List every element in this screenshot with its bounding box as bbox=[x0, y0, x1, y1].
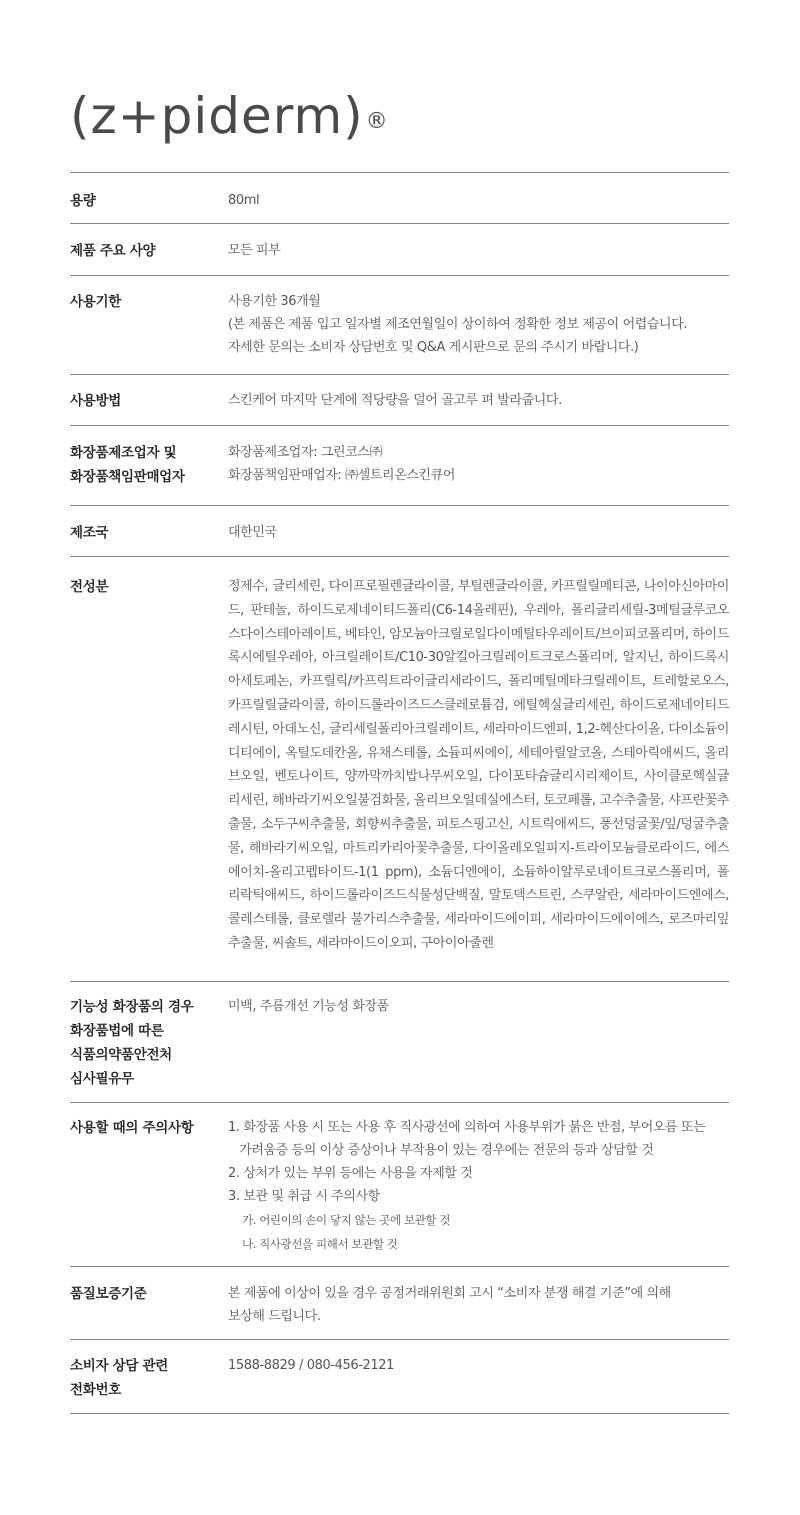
spec-label: 용량 bbox=[70, 193, 96, 209]
spec-label: 사용할 때의 주의사항 bbox=[70, 1120, 194, 1136]
spec-value bbox=[228, 1282, 729, 1339]
spec-label: 화장품제조업자 및 화장품책임판매업자 bbox=[70, 445, 185, 485]
spec-line: 화장품제조업자: 그린코스㈜ bbox=[228, 445, 383, 460]
spec-value bbox=[228, 441, 729, 505]
spec-value bbox=[228, 521, 729, 556]
spec-line: 본 제품에 이상이 있을 경우 공정거래위원회 고시 “소비자 분쟁 해결 기준”에 의해 bbox=[228, 1286, 671, 1301]
spec-label: 기능성 화장품의 경우 화장품법에 따른 식품의약품안전처 심사필유무 bbox=[70, 999, 194, 1087]
spec-subline: 가. 어린이의 손이 닿지 않는 곳에 보관할 것 bbox=[242, 1213, 451, 1227]
spec-line: 미백, 주름개선 기능성 화장품 bbox=[228, 999, 389, 1014]
spec-line: 모든 피부 bbox=[228, 243, 281, 258]
spec-row-skin-type bbox=[70, 224, 729, 276]
spec-line: 1. 화장품 사용 시 또는 사용 후 직사광선에 의하여 사용부위가 붉은 반점, 부어오름 또는 bbox=[228, 1120, 706, 1135]
spec-row-country bbox=[70, 506, 729, 557]
spec-row-quality bbox=[70, 1267, 729, 1340]
spec-line: 1588-8829 / 080-456-2121 bbox=[228, 1358, 394, 1373]
brand-logo bbox=[70, 86, 389, 146]
product-info-table bbox=[70, 172, 729, 1414]
spec-label: 사용방법 bbox=[70, 393, 121, 409]
spec-value bbox=[228, 389, 729, 425]
spec-line: 스킨케어 마지막 단계에 적당량을 덜어 골고루 펴 발라줍니다. bbox=[228, 393, 562, 408]
spec-label: 제품 주요 사양 bbox=[70, 243, 156, 259]
spec-line: 자세한 문의는 소비자 상담번호 및 Q&A 게시판으로 문의 주시기 바랍니다.) bbox=[228, 340, 639, 355]
spec-line: 사용기한 36개월 bbox=[228, 294, 321, 309]
spec-row-usage bbox=[70, 375, 729, 426]
spec-line: (본 제품은 제품 입고 일자별 제조연월일이 상이하여 정확한 정보 제공이 어렵습니다. bbox=[228, 317, 688, 332]
spec-line: 2. 상처가 있는 부위 등에는 사용을 자제할 것 bbox=[228, 1166, 473, 1181]
spec-line: 화장품책임판매업자: ㈜셀트리온스킨큐어 bbox=[228, 468, 455, 483]
brand-logo-text: (z+piderm) bbox=[70, 87, 364, 145]
spec-value bbox=[228, 1354, 729, 1413]
spec-line: 보상해 드립니다. bbox=[228, 1309, 321, 1324]
spec-value bbox=[228, 189, 729, 223]
spec-value bbox=[228, 239, 729, 275]
spec-line: 3. 보관 및 취급 시 주의사항 bbox=[228, 1189, 380, 1204]
spec-row-functional bbox=[70, 982, 729, 1103]
spec-value bbox=[228, 995, 729, 1102]
spec-line: 80ml bbox=[228, 193, 260, 208]
spec-value bbox=[228, 1116, 729, 1266]
spec-label: 소비자 상담 관련 전화번호 bbox=[70, 1358, 168, 1398]
spec-line: 대한민국 bbox=[228, 525, 277, 540]
spec-label: 전성분 bbox=[70, 579, 109, 595]
spec-row-cautions bbox=[70, 1103, 729, 1267]
spec-row-contact bbox=[70, 1340, 729, 1414]
spec-label: 품질보증기준 bbox=[70, 1286, 147, 1302]
spec-row-manufacturer bbox=[70, 426, 729, 506]
spec-label: 제조국 bbox=[70, 525, 109, 541]
spec-line: 가려움증 등의 이상 증상이나 부작용이 있는 경우에는 전문의 등과 상담할 것 bbox=[228, 1143, 654, 1158]
spec-row-expiry bbox=[70, 276, 729, 375]
registered-mark: ® bbox=[365, 109, 389, 134]
spec-row-ingredients bbox=[70, 557, 729, 982]
spec-label: 사용기한 bbox=[70, 294, 121, 310]
spec-value bbox=[228, 290, 729, 374]
ingredients-text: 정제수, 글리세린, 다이프로필렌글라이콜, 부틸렌글라이콜, 카프릴릴메티콘, 나이아신아마이드, 판테놀, 하이드로제네이티드폴리(C6-14올레핀), 우레아, 폴리글리세릴-3메틸글루코오스다이스테아레이트, 베타인, 암모늄아크릴로일다이메틸타우레이트/브이피코폴리머, 하이드록시에틸우레아, 아크릴레이트/C10-30알킬아크릴레이트크로스폴리머, 알지닌, 하이드록시아세토페논, 카프릴릭/카프릭트라이글리세라이드, 폴리메틸메타크릴레이트, 트레할로오스, 카프릴릴글라이콜, 하이드롤라이즈드스클레로튬검, 에틸헥실글리세린, 하이드로제네이티드레시틴, 아데노신, 글리세릴폴리아크릴레이트, 세라마이드엔피, 1,2-헥산다이올, 다이소듐이디티에이, 옥틸도데칸올, 유채스테롤, 소듐피씨에이, 세테아릴알코올, 스테아릭애씨드, 올리브오일, 벤토나이트, 양까막까치밥나무씨오일, 다이포타슘글리시리제이트, 사이클로헥실글리세린, 해바라기씨오일불검화물, 올리브오일데실에스터, 토코페롤, 고수추출물, 샤프란꽃추출물, 소두구씨추출물, 회향씨추출물, 피토스핑고신, 시트릭애씨드, 풍선덩굴꽃/잎/덩굴추출물, 해바라기씨오일, 마트리카리아꽃추출물, 다이올레오일피지-트라이모늄클로라이드, 에스에이치-올리고펩타이드-1(1 ppm), 소듐디엔에이, 소듐하이알루로네이트크로스폴리머, 폴리락틱애씨드, 하이드롤라이즈드식물성단백질, 말토덱스트린, 스쿠알란, 세라마이드엔에스, 콜레스테롤, 클로렐라 불가리스추출물, 세라마이드에이피, 세라마이드에이에스, 로즈마리잎추출물, 씨솔트, 세라마이드이오피, 구아이아줄렌 bbox=[228, 579, 729, 951]
spec-row-volume bbox=[70, 173, 729, 224]
spec-subline: 나. 직사광선을 피해서 보관할 것 bbox=[242, 1237, 398, 1251]
